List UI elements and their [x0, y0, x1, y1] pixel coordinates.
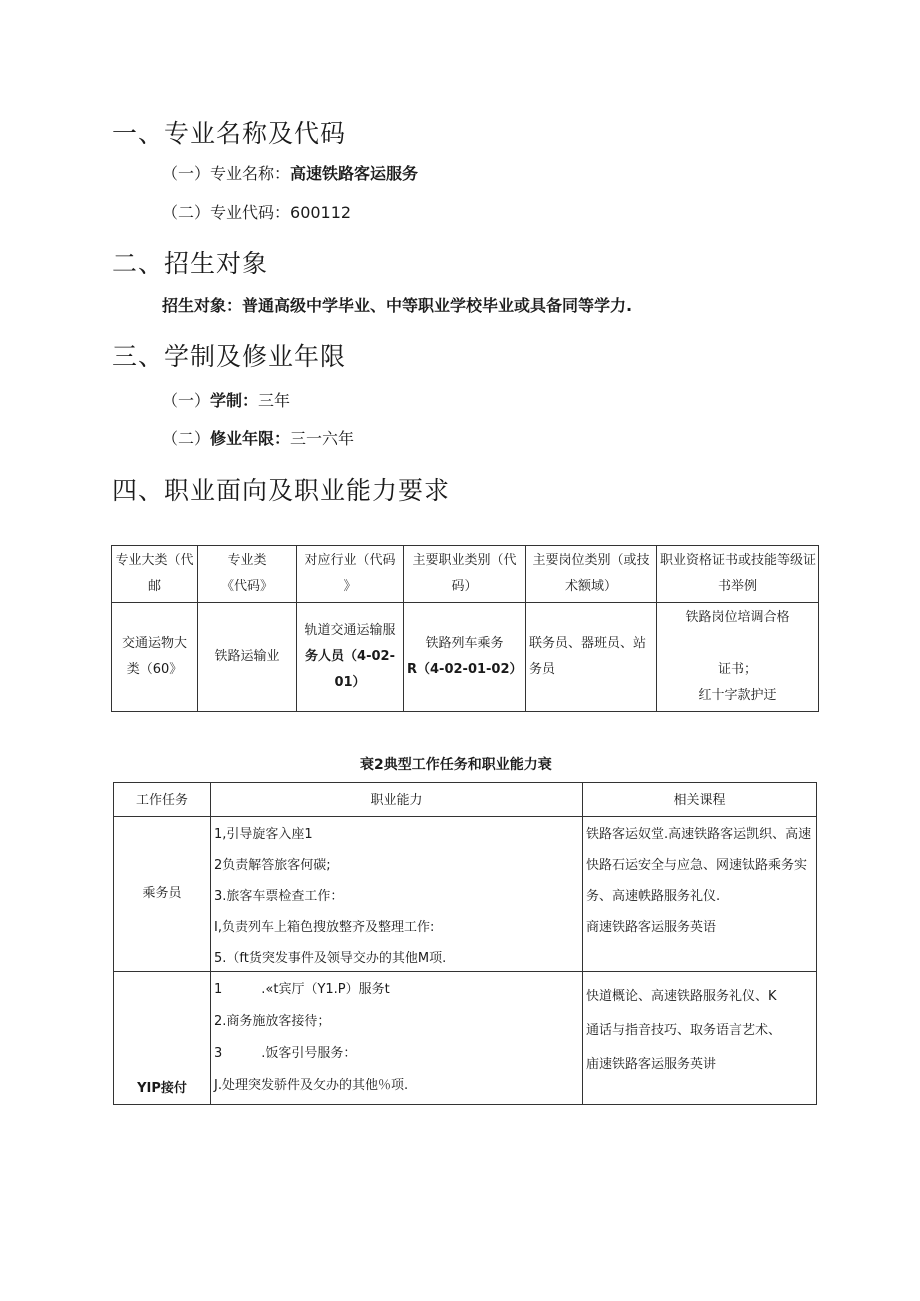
course-cell: 铁路客运奴堂.高速铁路客运凯织、高速 快路石运安全与应急、网速钛路乘务实 务、高速帙路服务礼仪. 商速铁路客运服务英语: [583, 817, 817, 972]
major-code-prefix: （二）专业代码：: [162, 203, 291, 222]
table-cell: 轨道交通运输服 务人员（4-02- 01）: [297, 603, 404, 712]
occupation-table: [111, 545, 819, 712]
major-name-line: [162, 161, 418, 184]
section-1-title: 一、专业名称及代码: [112, 119, 347, 148]
table-cell: 交通运物大 类（60》: [112, 603, 198, 712]
task-cell: YIP接付: [114, 972, 211, 1105]
major-code-value: 600112: [290, 203, 352, 222]
header-cell: 职业资格证书或技能等级证 书举例: [657, 546, 819, 603]
table-row: [114, 972, 817, 1105]
section-3-title: 三、学制及修业年限: [112, 342, 347, 371]
enrollment-text: 招生对象：普通高级中学毕业、中等职业学校毕业或具备同等学力.: [162, 296, 633, 315]
major-code-line: [162, 200, 351, 223]
study-years-line: [162, 426, 354, 449]
school-system-prefix: （一）: [162, 391, 211, 410]
header-cell: 主要岗位类别（或技 术额域）: [526, 546, 657, 603]
section-4-title: 四、职业面向及职业能力要求: [112, 476, 451, 505]
ability-cell: 1,引导旋客入座1 2负责解答旅客何碳; 3.旅客车票检查工作： I,负责列车上箱色搜放整齐及整理工作: 5.（ft货突发事件及领导交办的其他M项.: [211, 817, 583, 972]
table2-caption: 衰2典型工作任务和职业能力衰: [360, 757, 552, 773]
header-cell: 相关课程: [583, 783, 817, 817]
section-2-title: 二、招生对象: [112, 249, 269, 278]
study-years-prefix: （二）: [162, 429, 211, 448]
task-ability-table: [113, 782, 817, 1105]
task-table-header: [114, 783, 817, 817]
header-cell: 专业类 《代码》: [198, 546, 297, 603]
table-row: [114, 817, 817, 972]
header-cell: 工作任务: [114, 783, 211, 817]
school-system-line: [162, 388, 290, 411]
occupation-table-header: [112, 546, 819, 603]
table-row: [112, 603, 819, 712]
table-cell: 铁路岗位培调合格 证书； 红十字款护迂: [657, 603, 819, 712]
major-name-prefix: （一）专业名称：: [162, 164, 291, 183]
course-cell: 快道概论、高速铁路服务礼仪、K 通话与指音技巧、取务语言艺术、 庙速铁路客运服务英讲: [583, 972, 817, 1105]
table-cell: 铁路列车乘务 R（4-02-01-02）: [404, 603, 526, 712]
header-cell: 对应行业（代码 》: [297, 546, 404, 603]
ability-cell: 1 .«t宾厅（Y1.P）服务t 2.商务施放客接待； 3 .饭客引号服务： J.处理突发骄件及攵办的其他％项.: [211, 972, 583, 1105]
task-cell: 乘务员: [114, 817, 211, 972]
table-cell: 联务员、器班员、站 务员: [526, 603, 657, 712]
header-cell: 职业能力: [211, 783, 583, 817]
table-cell: 铁路运输业: [198, 603, 297, 712]
school-system-value: 三年: [258, 391, 291, 410]
study-years-label: 修业年限：: [210, 429, 291, 448]
study-years-value: 三一六年: [290, 429, 355, 448]
school-system-label: 学制：: [210, 391, 259, 410]
header-cell: 主要职业类别（代 码）: [404, 546, 526, 603]
header-cell: 专业大类（代 邮: [112, 546, 198, 603]
major-name-value: 高速铁路客运服务: [290, 164, 419, 183]
